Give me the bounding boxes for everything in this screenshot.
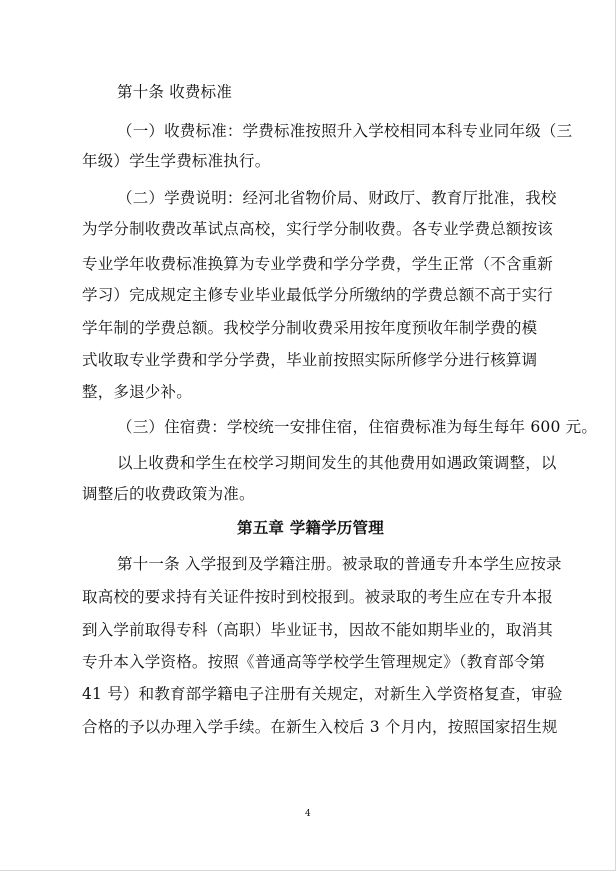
paragraph-tuition-explanation-line-7: 整，多退少补。 [82,383,192,401]
page-number: 4 [305,809,311,819]
paragraph-tuition-standard-line-1: （一）收费标准：学费标准按照升入学校相同本科专业同年级（三 [117,122,573,140]
paragraph-tuition-explanation-line-1: （二）学费说明：经河北省物价局、财政厅、教育厅批准，我校 [117,189,557,207]
paragraph-tuition-explanation-line-5: 学年制的学费总额。我校学分制收费采用按年度预收年制学费的模 [82,319,538,337]
article-11-line-5: 41 号）和教育部学籍电子注册有关规定，对新生入学资格复查，审验 [82,685,563,703]
article-10-title: 第十条 收费标准 [117,83,233,101]
paragraph-tuition-explanation-line-3: 专业学年收费标准换算为专业学费和学分学费，学生正常（不含重新 [82,255,554,273]
paragraph-policy-adjustment-line-2: 调整后的收费政策为准。 [82,485,255,503]
paragraph-tuition-explanation-line-2: 为学分制收费改革试点高校，实行学分制收费。各专业学费总额按该 [82,220,554,238]
paragraph-tuition-standard-line-2: 年级）学生学费标准执行。 [82,152,271,170]
paragraph-tuition-explanation-line-6: 式收取专业学费和学分学费，毕业前按照实际所修学分进行核算调 [82,351,538,369]
article-11-line-4: 专升本入学资格。按照《普通高等学校学生管理规定》（教育部令第 [82,653,546,671]
paragraph-policy-adjustment-line-1: 以上收费和学生在校学习期间发生的其他费用如遇政策调整，以 [117,454,557,472]
chapter-5-title: 第五章 学籍学历管理 [237,518,384,537]
article-11-line-1: 第十一条 入学报到及学籍注册。被录取的普通专升本学生应按录 [117,555,562,573]
article-11-line-6: 合格的予以办理入学手续。在新生入校后 3 个月内，按照国家招生规 [82,718,558,736]
article-11-line-3: 到入学前取得专科（高职）毕业证书，因故不能如期毕业的，取消其 [82,621,554,639]
paragraph-accommodation-fee: （三）住宿费：学校统一安排住宿，住宿费标准为每生每年 600 元。 [117,418,598,436]
paragraph-tuition-explanation-line-4: 学习）完成规定主修专业毕业最低学分所缴纳的学费总额不高于实行 [82,286,554,304]
article-11-line-2: 取高校的要求持有关证件按时到校报到。被录取的考生应在专升本报 [82,588,554,606]
